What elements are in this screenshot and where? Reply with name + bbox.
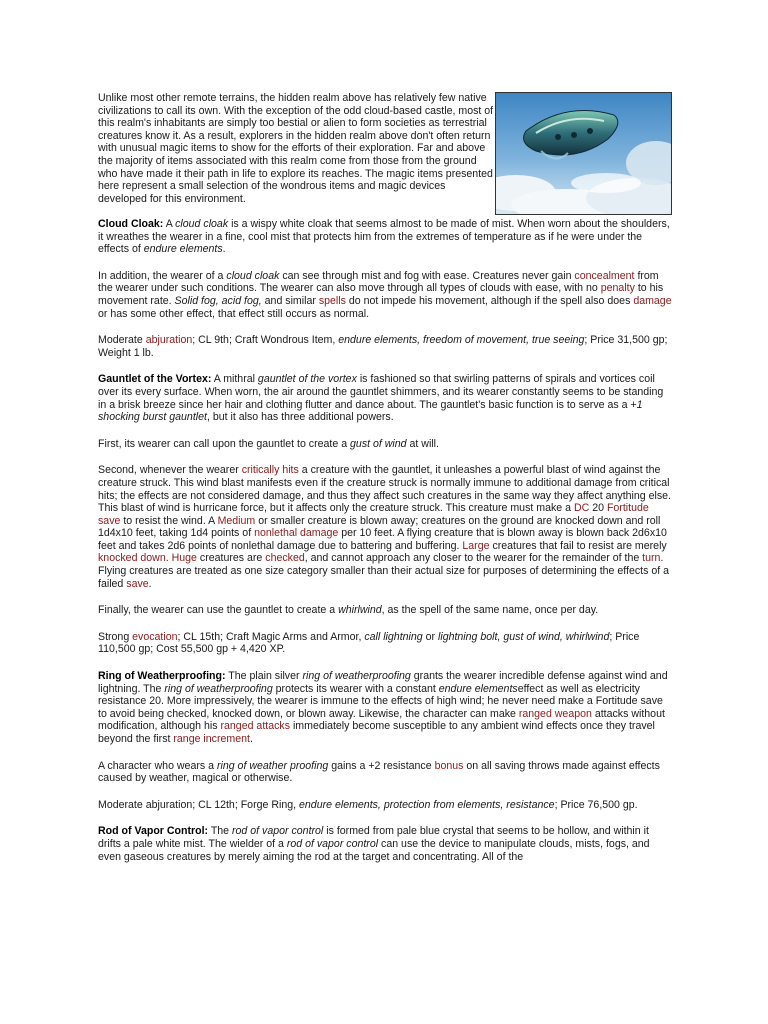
flying-ship-illustration — [495, 92, 672, 215]
gauntlet-paragraph-4: Finally, the wearer can use the gauntlet to create a whirlwind, as the spell of the same name, once per day. — [98, 604, 599, 617]
intro-section — [98, 92, 672, 218]
ring-description: Ring of Weatherproofing: The plain silver ring of weatherproofing grants the wearer incredible defense against wind and lightning. The ring of weatherproofing protects its wearer with a constant endure elementseffect as well as electricity resistance 20. More impressively, the wearer is immune to the effects of high wind; he never need make a Fortitude save to avoid being checked, knocked down, or blown away. Likewise, the character can make ranged weapon attacks without modification, although his ranged attacks immediately become susceptible to any ambient wind effects once they travel beyond the first range increment. — [98, 670, 668, 745]
link-dc[interactable]: DC — [573, 502, 590, 515]
link-checked[interactable]: checked — [265, 552, 305, 565]
link-penalty[interactable]: penalty — [600, 282, 635, 295]
gauntlet-stats: Strong evocation; CL 15th; Craft Magic Arms and Armor, call lightning or lightning bolt, gust of wind, whirlwind; Price 110,500 gp; Cost 55,500 gp + 4,420 XP. — [98, 630, 640, 656]
link-range-increment[interactable]: range increment — [173, 733, 250, 745]
link-nonlethal-damage[interactable]: nonlethal damage — [254, 527, 339, 540]
link-ranged-attacks[interactable]: ranged attacks — [220, 720, 290, 733]
link-concealment[interactable]: concealment — [574, 269, 635, 282]
cloud-cloak-title: Cloud Cloak: — [98, 218, 164, 230]
cloud-cloak-stats: Moderate abjuration; CL 9th; Craft Wondrous Item, endure elements, freedom of movement, true seeing; Price 31,500 gp; Weight 1 lb. — [98, 334, 668, 359]
link-abjuration[interactable]: abjuration — [145, 334, 193, 347]
cloud-cloak-paragraph-2: In addition, the wearer of a cloud cloak can see through mist and fog with ease. Creatures never gain concealment from the wearer under such conditions. The wearer can also move through all types of clouds with ease, with no penalty to his movement rate. Solid fog, acid fog, and similar spells do not impede his movement, although if the spell also does damage or has some other effect, that effect still occurs as normal. — [98, 269, 672, 320]
link-ranged-weapon[interactable]: ranged weapon — [518, 707, 592, 720]
ring-title: Ring of Weatherproofing: — [98, 670, 226, 683]
link-damage[interactable]: damage — [633, 294, 672, 307]
link-knocked-down[interactable]: knocked down — [98, 552, 166, 565]
gauntlet-description: Gauntlet of the Vortex: A mithral gauntlet of the vortex is fashioned so that swirling patterns of spirals and vortices coil over its every surface. When worn, the air around the gauntlet shimmers, and its wearer constantly seems to be standing in a brisk breeze since her hair and clothing flutter and dance about. The gauntlet's basic function is to serve as a +1 shocking burst gauntlet, but it also has three additional powers. — [98, 373, 664, 424]
intro-paragraph: Unlike most other remote terrains, the hidden realm above has relatively few native civilizations to call its own. With the exception of the odd cloud-based castle, most of this realm's inhabitants are simply too bestial or alien to form societies as terrestrial creatures know it. As a result, explorers in the hidden realm above don't often return with unusual magic items to show for the efforts of their exploration. Far and above the majority of items associated with this realm come from those from the ground who have made it their path in life to explore its reaches. The magic items presented here represent a small selection of the wondrous items and magic devices developed for this environment. — [98, 92, 494, 205]
link-huge[interactable]: Huge — [171, 552, 197, 565]
link-save[interactable]: save — [126, 577, 149, 590]
document-page — [98, 92, 672, 877]
link-evocation[interactable]: evocation — [132, 630, 178, 643]
link-critically-hits[interactable]: critically hits — [241, 464, 299, 477]
gauntlet-title: Gauntlet of the Vortex: — [98, 373, 212, 386]
link-turn[interactable]: turn — [642, 552, 661, 565]
rod-description: Rod of Vapor Control: The rod of vapor control is formed from pale blue crystal that seems to be hollow, and within it drifts a pale white mist. The wielder of a rod of vapor control can use the device to manipulate clouds, mists, fogs, and even gaseous creatures by merely aiming the rod at the target and concentrating. All of the — [98, 825, 650, 863]
link-medium[interactable]: Medium — [217, 514, 256, 527]
link-fortitude-save[interactable]: Fortitude save — [98, 502, 649, 527]
link-bonus[interactable]: bonus — [434, 759, 464, 772]
gauntlet-paragraph-3: Second, whenever the wearer critically hits a creature with the gauntlet, it unleashes a powerful blast of wind against the creature struck. This wind blast manifests even if the creature struck is normally immune to additional damage from critical hits; the effects are not considered damage, and thus they affect such creatures in the same way they affect anything else. This blast of wind is hurricane force, but it affects only the creature struck. This creature must make a DC 20 Fortitude save to resist the wind. A Medium or smaller creature is blown away; creatures on the ground are knocked down and roll 1d4x10 feet, taking 1d4 points of nonlethal damage per 10 feet. A flying creature that is blown away is blown back 2d6x10 feet and takes 2d6 points of nonlethal damage due to battering and buffering. Large creatures that fail to resist are merely knocked down. Huge creatures are checked, and cannot approach any closer to the wearer for the remainder of the turn. Flying creatures are treated as one size category smaller than their actual size for purposes of determining the effects of a failed save. — [98, 464, 671, 590]
link-large[interactable]: Large — [462, 539, 490, 552]
ring-stats: Moderate abjuration; CL 12th; Forge Ring, endure elements, protection from elements, resistance; Price 76,500 gp. — [98, 798, 638, 811]
rod-title: Rod of Vapor Control: — [98, 825, 209, 838]
link-spells[interactable]: spells — [318, 294, 346, 307]
ring-paragraph-2: A character who wears a ring of weather proofing gains a +2 resistance bonus on all saving throws made against effects caused by weather, magical or otherwise. — [98, 759, 660, 785]
gauntlet-paragraph-2: First, its wearer can call upon the gauntlet to create a gust of wind at will. — [98, 437, 439, 450]
cloud-cloak-description: Cloud Cloak: A cloud cloak is a wispy white cloak that seems almost to be made of mist. When worn about the shoulders, it wreathes the wearer in a fine, cool mist that protects him from the extremes of temperature as if he were under the effects of endure elements. — [98, 218, 670, 256]
